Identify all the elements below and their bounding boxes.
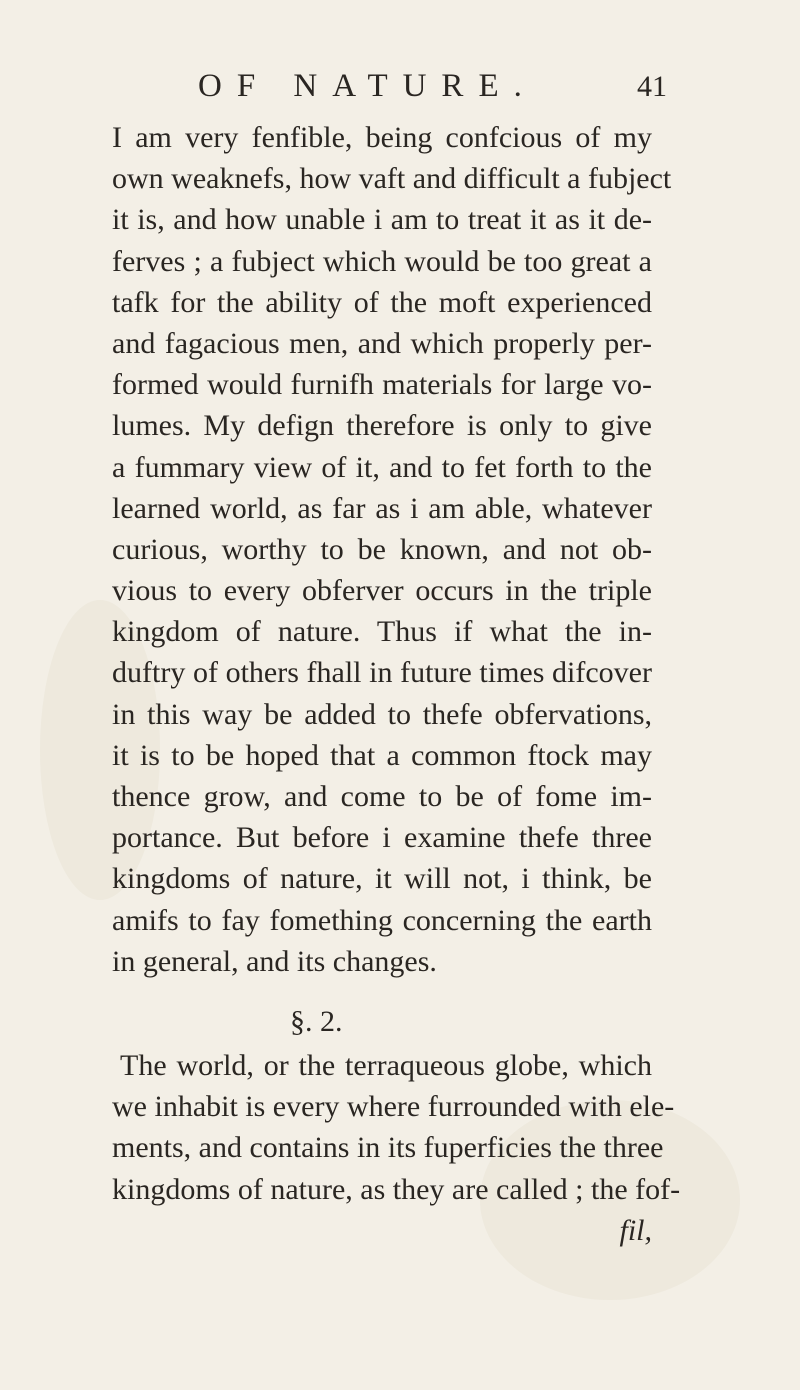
text-line: we inhabit is every where furrounded with ele- (112, 1090, 675, 1124)
text-line: amifs to fay fomething concerning the earth (112, 903, 652, 937)
text-line: lumes. My defign therefore is only to give (112, 409, 652, 443)
text-line: kingdoms of nature, it will not, i think, be (112, 862, 652, 896)
text-line: I am very fenfible, being confcious of my (112, 121, 652, 154)
text-line: it is, and how unable i am to treat it as it de- (112, 203, 652, 237)
text-line: vious to every obferver occurs in the triple (112, 574, 652, 608)
text-line: portance. But before i examine thefe three (112, 821, 652, 855)
text-line: formed would furnifh materials for large vo- (112, 368, 652, 402)
text-line: kingdom of nature. Thus if what the in- (112, 615, 652, 649)
text-line: a fummary view of it, and to fet forth to the (112, 450, 652, 484)
text-line: tafk for the ability of the moft experienced (112, 285, 652, 319)
text-line: curious, worthy to be known, and not ob- (112, 532, 652, 566)
page-number: 41 (637, 70, 667, 103)
running-title: OF NATURE. (198, 68, 537, 104)
paragraph-2 (112, 1045, 681, 1251)
section-heading: §. 2. (290, 1004, 343, 1038)
text-line: in this way be added to thefe obfervations, (112, 697, 652, 731)
text-line: ments, and contains in its fuperficies the three (112, 1131, 664, 1165)
running-head (0, 68, 800, 108)
text-line: own weaknefs, how vaft and difficult a fubject (112, 162, 672, 196)
text-line: The world, or the terraqueous globe, which (120, 1048, 652, 1082)
paragraph-1 (112, 117, 672, 982)
body-text (112, 117, 681, 1251)
text-line: in general, and its changes. (112, 944, 437, 978)
text-line: duftry of others fhall in future times difcover (112, 656, 652, 690)
text-line: thence grow, and come to be of fome im- (112, 780, 652, 813)
catchword: fil, (619, 1213, 652, 1247)
text-line: it is to be hoped that a common ftock may (112, 738, 652, 772)
text-line: learned world, as far as i am able, whatever (112, 491, 652, 525)
text-line: and fagacious men, and which properly per- (112, 326, 652, 360)
text-line: ferves ; a fubject which would be too great a (112, 244, 652, 278)
text-line: kingdoms of nature, as they are called ; the fof- (112, 1172, 681, 1206)
